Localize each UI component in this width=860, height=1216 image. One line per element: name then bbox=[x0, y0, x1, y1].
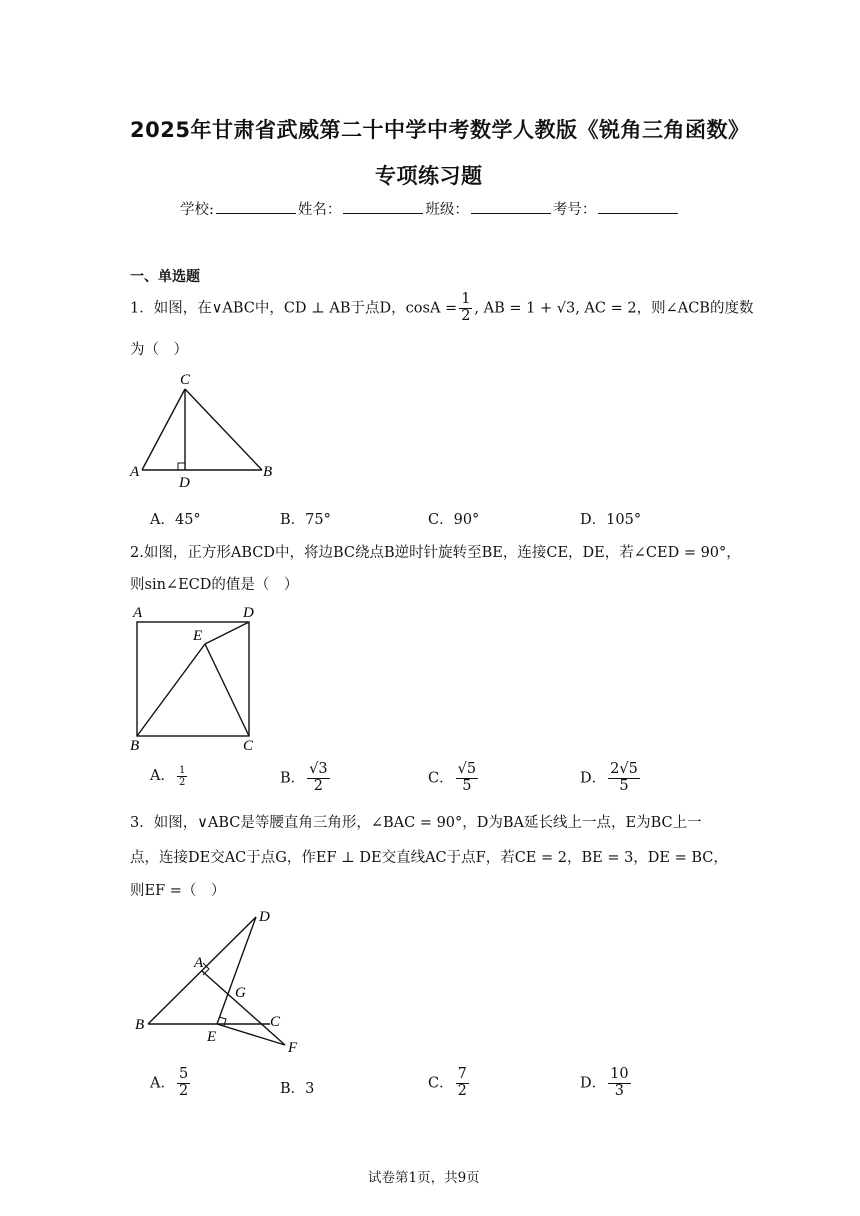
class-blank bbox=[471, 201, 551, 214]
name-blank bbox=[343, 201, 423, 214]
label-d: D bbox=[259, 909, 270, 925]
segment-de bbox=[217, 917, 256, 1024]
option-value: 90° bbox=[453, 512, 480, 528]
question-3-figure bbox=[125, 905, 315, 1060]
option-label: D． bbox=[580, 512, 607, 528]
question-1-line2: 为（ ） bbox=[130, 342, 188, 358]
page-title: 2025年甘肃省武威第二十中学中考数学人教版《锐角三角函数》 bbox=[130, 118, 750, 142]
question-1-line1 bbox=[130, 292, 753, 325]
fraction-numerator: 5 bbox=[178, 1066, 189, 1082]
question-3-line3: 则EF =（ ） bbox=[130, 883, 226, 899]
option-fraction bbox=[456, 1067, 469, 1100]
q2-option-a[interactable] bbox=[150, 764, 189, 788]
fraction-denominator: 2 bbox=[461, 307, 471, 324]
label-b: B bbox=[263, 464, 273, 480]
question-1-cos-fraction bbox=[459, 292, 472, 325]
fraction-numerator: 1 bbox=[178, 764, 186, 776]
label-d: D bbox=[179, 475, 190, 491]
school-label: 学校: bbox=[180, 202, 214, 218]
fraction-numerator: 10 bbox=[610, 1066, 629, 1082]
fraction-denominator: 2 bbox=[313, 777, 323, 794]
question-2-number: 2. bbox=[130, 545, 144, 561]
question-1-text-tail: , AB = 1 + √3, AC = 2，则∠ACB的度数 bbox=[474, 300, 754, 317]
option-label: C． bbox=[428, 1075, 454, 1092]
option-label: A． bbox=[150, 768, 175, 784]
fraction-denominator: 3 bbox=[614, 1082, 624, 1099]
option-label: D． bbox=[580, 1075, 607, 1092]
question-2-figure bbox=[125, 600, 265, 755]
fraction-numerator: √3 bbox=[309, 761, 328, 777]
question-1-text: 如图，在∨ABC中，CD ⊥ AB于点D，cosA = bbox=[153, 300, 458, 317]
label-g: G bbox=[235, 985, 246, 1001]
option-label: B． bbox=[280, 512, 306, 528]
label-b: B bbox=[130, 738, 140, 754]
page-footer: 试卷第1页，共9页 bbox=[368, 1170, 480, 1186]
segment-ec bbox=[205, 644, 249, 736]
option-label: A． bbox=[150, 1075, 175, 1092]
label-c: C bbox=[180, 372, 191, 388]
question-3-line2: 点，连接DE交AC于点G，作EF ⊥ DE交直线AC于点F，若CE = 2，BE = 3，DE = BC， bbox=[130, 850, 728, 866]
q3-option-b[interactable] bbox=[280, 1077, 314, 1098]
question-3-number: 3． bbox=[130, 815, 154, 831]
label-e: E bbox=[193, 628, 203, 644]
question-2-line2: 则sin∠ECD的值是（ ） bbox=[130, 577, 299, 593]
right-angle-mark bbox=[178, 463, 185, 470]
q3-option-a[interactable] bbox=[150, 1067, 192, 1100]
question-2-line1 bbox=[130, 541, 741, 562]
fraction-denominator: 2 bbox=[178, 776, 186, 788]
option-fraction bbox=[177, 1067, 190, 1100]
q1-option-c[interactable] bbox=[428, 508, 479, 529]
question-1-number: 1． bbox=[130, 300, 154, 317]
option-value: 75° bbox=[305, 512, 331, 528]
label-e: E bbox=[207, 1029, 217, 1045]
fraction-numerator: 7 bbox=[457, 1066, 467, 1082]
option-value: 45° bbox=[174, 512, 201, 528]
page-subtitle: 专项练习题 bbox=[375, 164, 483, 188]
option-fraction bbox=[307, 762, 329, 795]
label-a: A bbox=[194, 955, 204, 971]
question-3-text: 如图，∨ABC是等腰直角三角形，∠BAC = 90°，D为BA延长线上一点，E为BC上一 bbox=[153, 815, 702, 831]
exam-no-label: 考号： bbox=[552, 202, 597, 218]
fraction-denominator: 2 bbox=[457, 1082, 467, 1099]
option-fraction bbox=[608, 1067, 630, 1100]
fraction-denominator: 5 bbox=[462, 777, 472, 794]
label-c: C bbox=[270, 1014, 281, 1030]
option-fraction bbox=[608, 762, 640, 795]
segment-cb bbox=[185, 389, 262, 470]
option-value: 105° bbox=[606, 512, 642, 528]
q2-option-c[interactable] bbox=[428, 762, 480, 795]
fraction-numerator: √5 bbox=[457, 761, 477, 777]
fraction-denominator: 2 bbox=[178, 1082, 189, 1099]
fraction-denominator: 5 bbox=[619, 777, 629, 794]
q1-option-b[interactable] bbox=[280, 508, 331, 529]
class-label: 班级： bbox=[425, 202, 469, 218]
segment-be bbox=[137, 644, 205, 736]
q1-option-a[interactable] bbox=[150, 508, 201, 529]
fraction-numerator: 1 bbox=[461, 291, 471, 307]
label-a: A bbox=[130, 464, 140, 480]
label-d: D bbox=[243, 605, 254, 621]
option-label: C． bbox=[428, 770, 454, 787]
label-f: F bbox=[288, 1040, 298, 1056]
q3-option-c[interactable] bbox=[428, 1067, 471, 1100]
option-label: C． bbox=[428, 512, 454, 528]
q1-option-d[interactable] bbox=[580, 508, 641, 529]
option-label: B． bbox=[280, 770, 306, 787]
student-info-line bbox=[180, 198, 680, 219]
section-heading: 一、单选题 bbox=[130, 269, 200, 285]
option-fraction bbox=[456, 762, 478, 795]
question-1-figure bbox=[125, 365, 285, 495]
option-label: B． bbox=[280, 1081, 306, 1097]
segment-ed bbox=[205, 622, 249, 644]
fraction-numerator: 2√5 bbox=[610, 761, 638, 777]
label-c: C bbox=[243, 738, 254, 754]
school-blank bbox=[216, 201, 296, 214]
exam-no-blank bbox=[598, 201, 678, 214]
option-fraction bbox=[177, 765, 187, 788]
name-label: 姓名： bbox=[297, 202, 342, 218]
option-label: A． bbox=[150, 512, 175, 528]
label-a: A bbox=[133, 605, 143, 621]
question-3-line1 bbox=[130, 811, 702, 832]
label-b: B bbox=[135, 1017, 145, 1033]
segment-ac bbox=[142, 389, 185, 470]
q3-option-d[interactable] bbox=[580, 1067, 633, 1100]
question-2-text: 如图，正方形ABCD中，将边BC绕点B逆时针旋转至BE，连接CE，DE，若∠CED = 90°， bbox=[143, 545, 741, 561]
q2-option-b[interactable] bbox=[280, 762, 332, 795]
option-label: D． bbox=[580, 770, 607, 787]
option-value: 3 bbox=[305, 1081, 315, 1097]
q2-option-d[interactable] bbox=[580, 762, 642, 795]
